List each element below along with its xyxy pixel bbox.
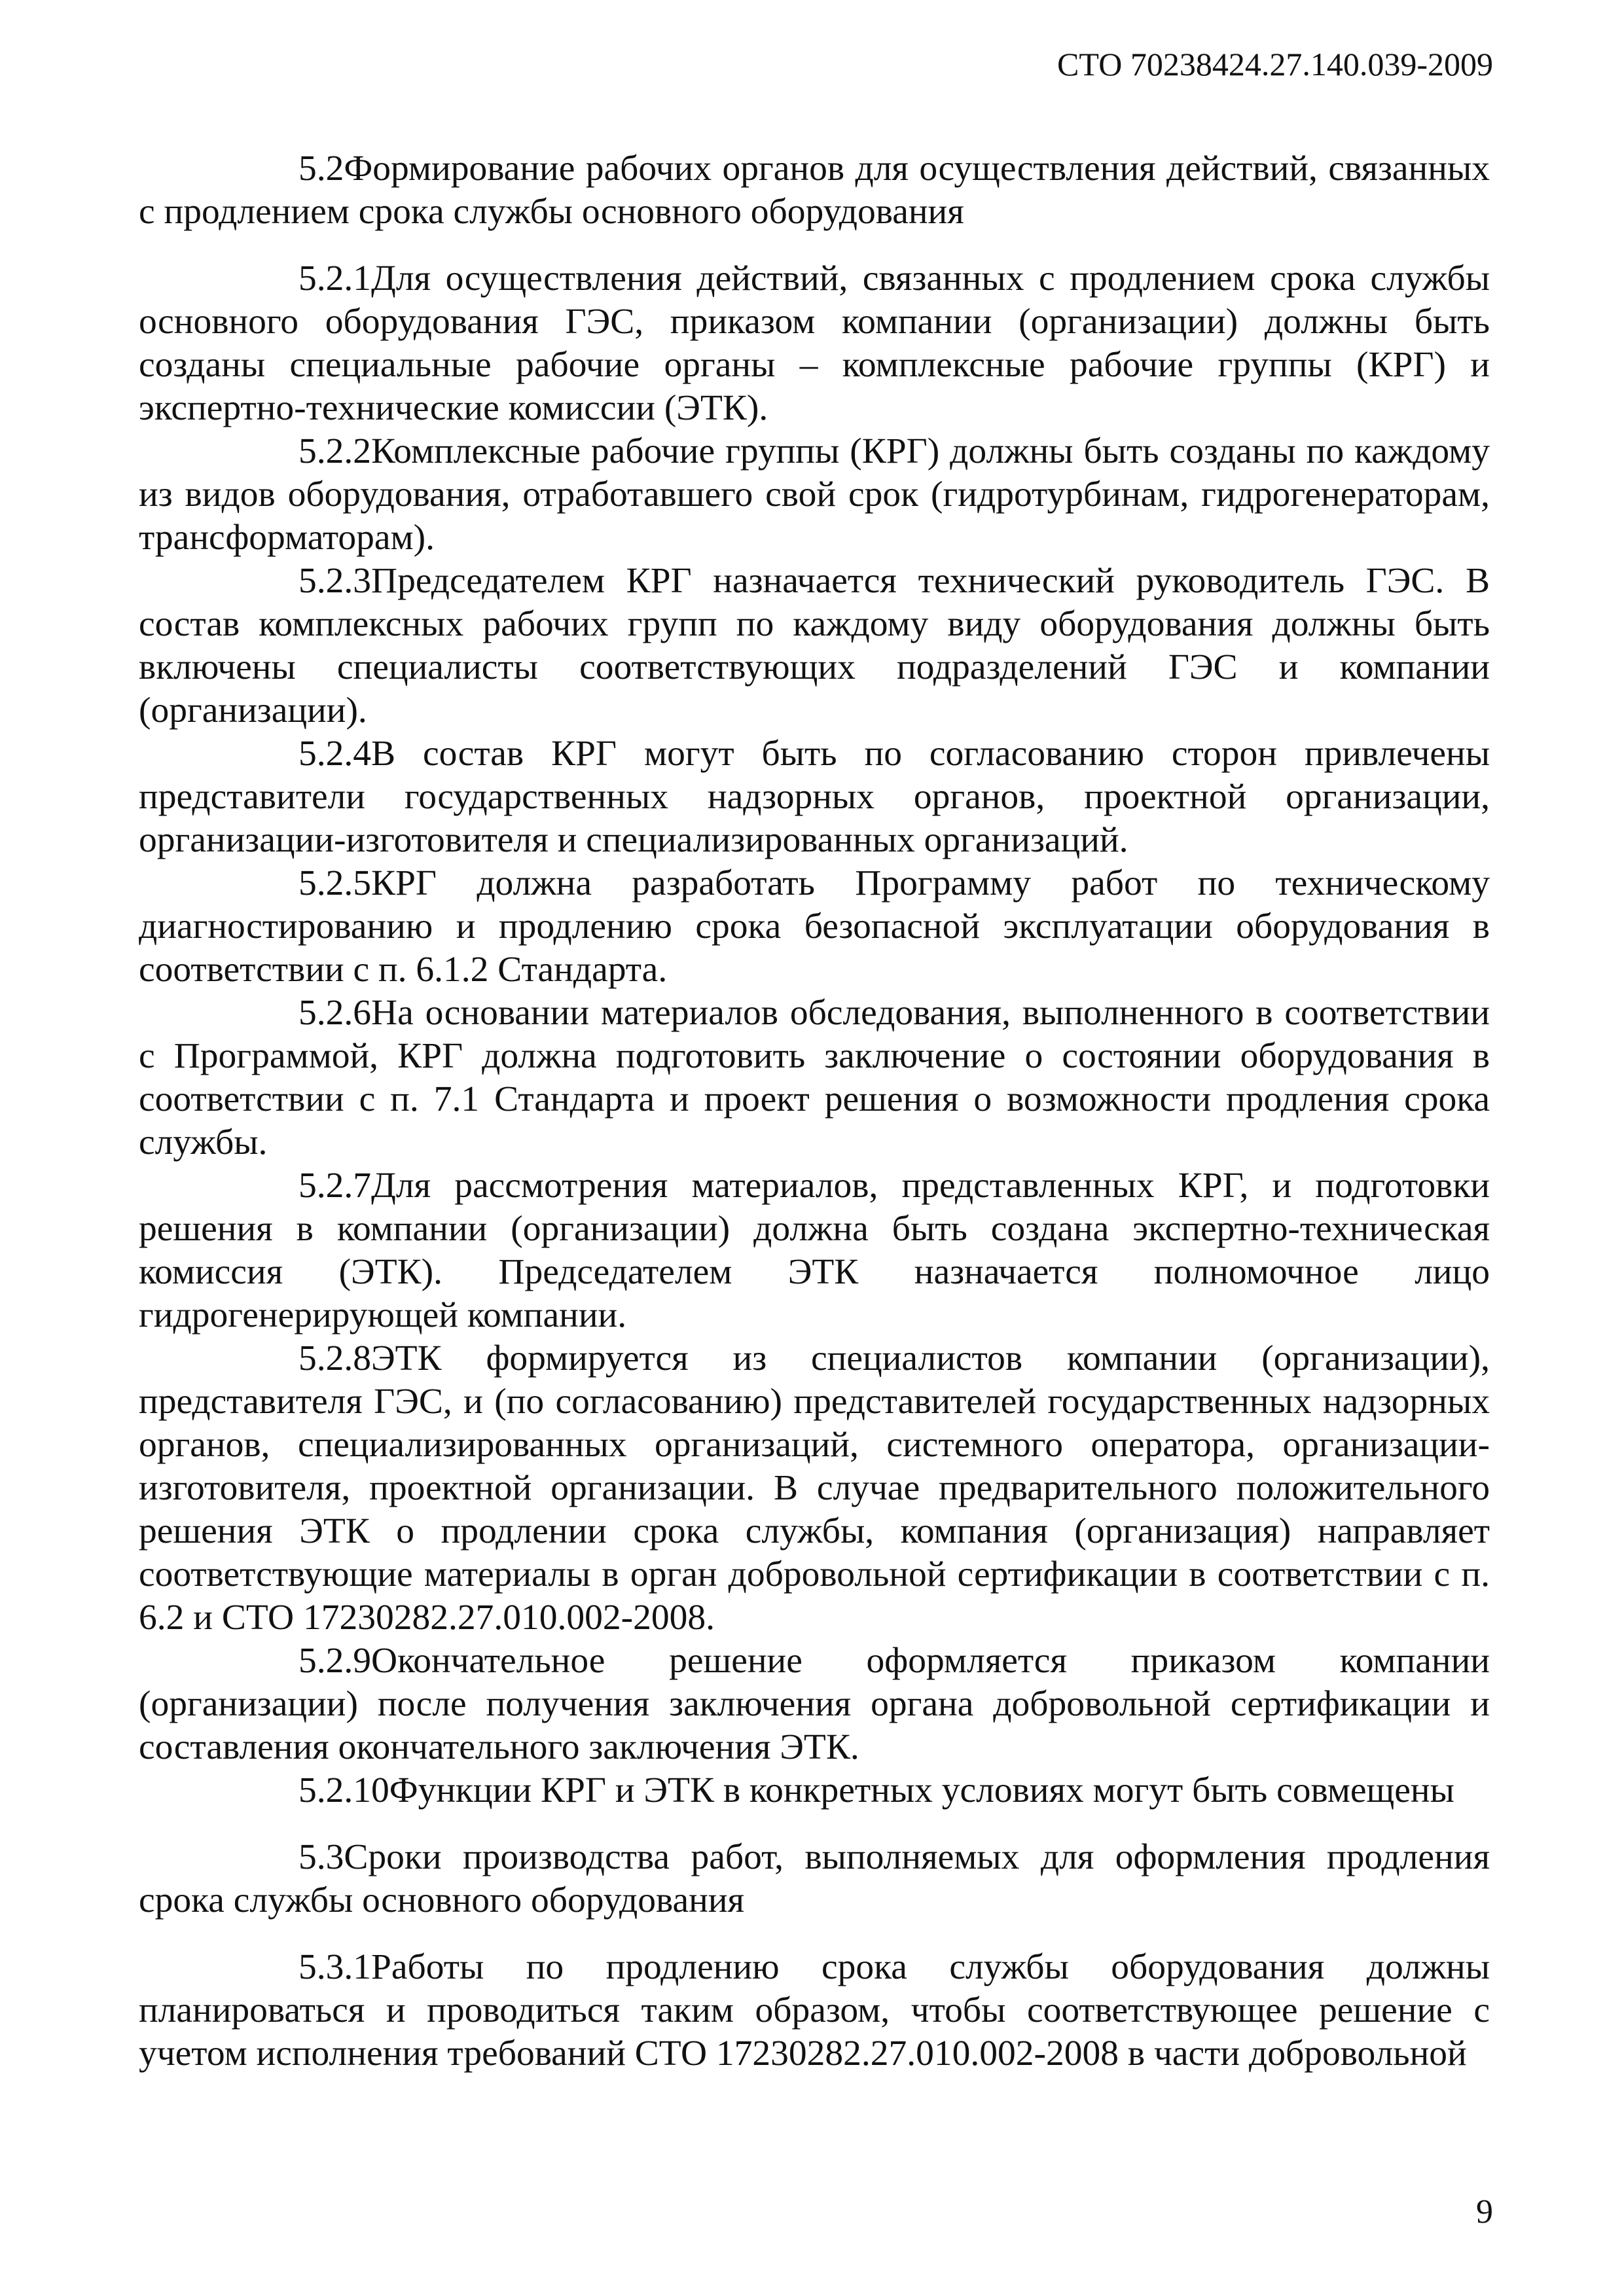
clause-number: 5.2.7 <box>298 1166 371 1206</box>
clause-paragraph <box>139 1769 1490 1812</box>
clause-text: В состав КРГ могут быть по согласованию сторон привлечены представители государственных надзорных органов, проектной организации, организации-изготовителя и специализированных организаций. <box>139 734 1490 860</box>
clause-text: Сроки производства работ, выполняемых для оформления продления срока службы основного оборудования <box>139 1837 1490 1920</box>
clause-paragraph <box>139 257 1490 430</box>
clause-text: ЭТК формируется из специалистов компании (организации), представителя ГЭС, и (по согласованию) представителей государственных надзорных органов, специализированных организаций, системного оператора, организации-изготовителя, проектной организации. В случае предварительного положительного решения ЭТК о продлении срока службы, компания (организация) направляет соответствующие материалы в орган добровольной сертификации в соответствии с п. 6.2 и СТО 17230282.27.010.002-2008. <box>139 1338 1490 1638</box>
clause-paragraph <box>139 430 1490 560</box>
clause-text: Формирование рабочих органов для осуществления действий, связанных с продлением срока службы основного оборудования <box>139 149 1490 232</box>
clause-number: 5.2.1 <box>298 259 371 298</box>
section-heading <box>139 1836 1490 1922</box>
clause-number: 5.2.6 <box>298 993 371 1033</box>
clause-number: 5.2.9 <box>298 1641 371 1681</box>
document-code-header: СТО 70238424.27.140.039-2009 <box>1057 46 1493 82</box>
clause-paragraph <box>139 1640 1490 1769</box>
clause-paragraph <box>139 992 1490 1164</box>
clause-text: Председателем КРГ назначается технический руководитель ГЭС. В состав комплексных рабочих групп по каждому виду оборудования должны быть включены специалисты соответствующих подразделений ГЭС и компании (организации). <box>139 561 1490 730</box>
clause-number: 5.2.10 <box>298 1770 389 1810</box>
clause-paragraph <box>139 1337 1490 1640</box>
document-body <box>139 147 1490 2075</box>
clause-paragraph <box>139 560 1490 732</box>
clause-paragraph <box>139 732 1490 862</box>
clause-number: 5.3 <box>298 1837 344 1877</box>
clause-paragraph <box>139 862 1490 992</box>
clause-number: 5.2.4 <box>298 734 371 774</box>
clause-text: Комплексные рабочие группы (КРГ) должны быть созданы по каждому из видов оборудования, отработавшего свой срок (гидротурбинам, гидрогенераторам, трансформаторам). <box>139 431 1490 558</box>
clause-text: КРГ должна разработать Программу работ по техническому диагностированию и продлению срока безопасной эксплуатации оборудования в соответствии с п. 6.1.2 Стандарта. <box>139 863 1490 990</box>
clause-number: 5.2 <box>298 149 344 188</box>
clause-number: 5.2.5 <box>298 863 371 903</box>
clause-number: 5.2.3 <box>298 561 371 601</box>
clause-text: На основании материалов обследования, выполненного в соответствии с Программой, КРГ должна подготовить заключение о состоянии оборудования в соответствии с п. 7.1 Стандарта и проект решения о возможности продления срока службы. <box>139 993 1490 1162</box>
clause-paragraph <box>139 1164 1490 1337</box>
clause-paragraph <box>139 1946 1490 2075</box>
page-number: 9 <box>1476 2193 1493 2231</box>
clause-text: Работы по продлению срока службы оборудования должны планироваться и проводиться таким образом, чтобы соответствующее решение с учетом исполнения требований СТО 17230282.27.010.002-2008 в части добровольной <box>139 1947 1490 2073</box>
clause-number: 5.2.2 <box>298 431 371 471</box>
clause-text: Для рассмотрения материалов, представленных КРГ, и подготовки решения в компании (организации) должна быть создана экспертно-техническая комиссия (ЭТК). Председателем ЭТК назначается полномочное лицо гидрогенерирующей компании. <box>139 1166 1490 1335</box>
clause-text: Функции КРГ и ЭТК в конкретных условиях могут быть совмещены <box>389 1770 1454 1810</box>
clause-text: Окончательное решение оформляется приказом компании (организации) после получения заключения органа добровольной сертификации и составления окончательного заключения ЭТК. <box>139 1641 1490 1767</box>
clause-number: 5.2.8 <box>298 1338 371 1378</box>
section-heading <box>139 147 1490 234</box>
clause-text: Для осуществления действий, связанных с продлением срока службы основного оборудования ГЭС, приказом компании (организации) должны быть созданы специальные рабочие органы – комплексные рабочие группы (КРГ) и экспертно-технические комиссии (ЭТК). <box>139 259 1490 428</box>
clause-number: 5.3.1 <box>298 1947 371 1987</box>
